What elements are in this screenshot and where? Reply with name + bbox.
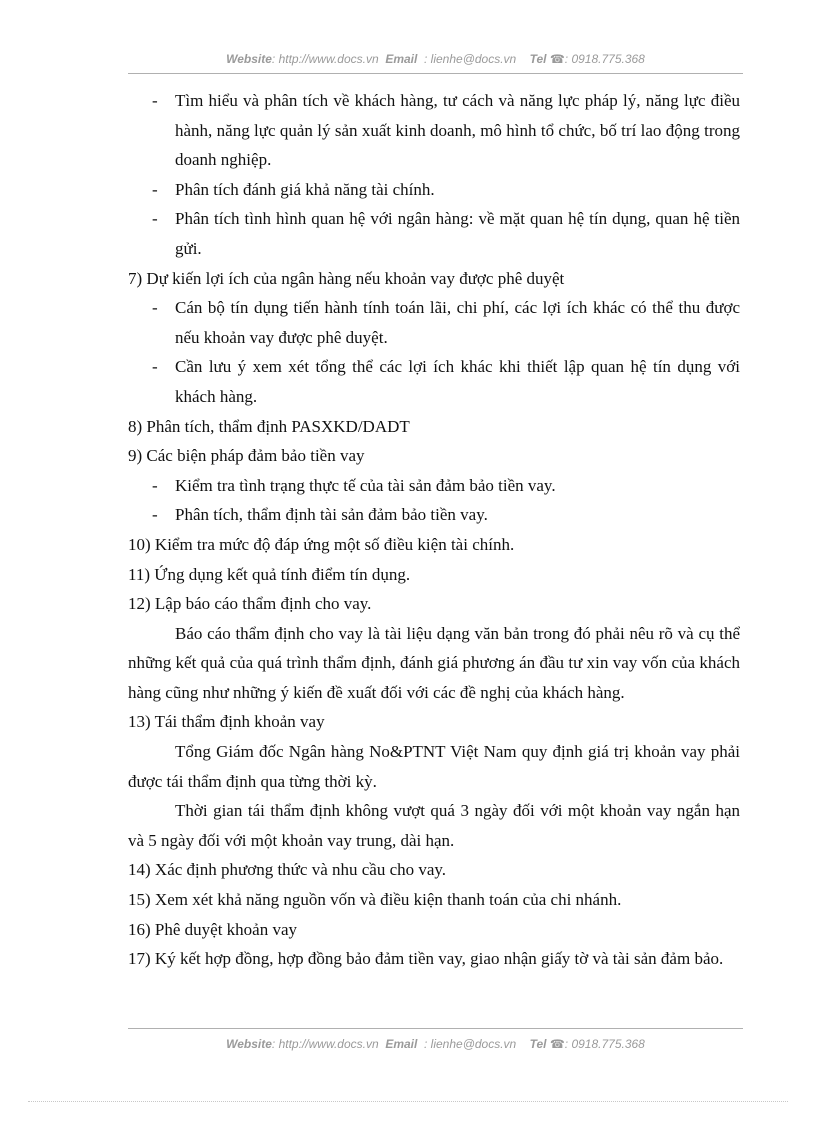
page-footer [128,1037,743,1051]
tel-value: : 0918.775.368 [564,52,645,66]
numbered-heading: 17) Ký kết hợp đồng, hợp đồng bảo đảm tiền vay, giao nhận giấy tờ và tài sản đảm bảo. [128,949,724,969]
page-edge-divider [28,1101,788,1102]
website-value: : http://www.docs.vn [271,52,379,66]
numbered-heading: 9) Các biện pháp đảm bảo tiền vay [128,446,365,466]
tel-label: Tel [529,1037,547,1051]
tel-value: : 0918.775.368 [564,1037,645,1051]
phone-icon: ☎ [549,1037,565,1051]
website-label: Website [226,1037,272,1051]
bullet-item: - Cần lưu ý xem xét tổng thể các lợi ích khác khi thiết lập quan hệ tín dụng với khách hàng. [128,352,740,411]
numbered-heading: 15) Xem xét khả năng nguồn vốn và điều kiện thanh toán của chi nhánh. [128,890,622,910]
bullet-item: - Phân tích, thẩm định tài sản đảm bảo tiền vay. [128,500,740,530]
page-header [128,52,743,66]
bullet-item: - Phân tích tình hình quan hệ với ngân hàng: về mặt quan hệ tín dụng, quan hệ tiền gửi. [128,204,740,263]
email-value: : lienhe@docs.vn [424,1037,517,1051]
bullet-item: - Cán bộ tín dụng tiến hành tính toán lãi, chi phí, các lợi ích khác có thể thu được nếu khoản vay được phê duyệt. [128,293,740,352]
bullet-item: - Tìm hiểu và phân tích về khách hàng, tư cách và năng lực pháp lý, năng lực điều hành, năng lực quản lý sản xuất kinh doanh, mô hình tổ chức, bố trí lao động trong doanh nghiệp. [128,86,740,175]
bullet-item: - Phân tích đánh giá khả năng tài chính. [128,175,740,205]
website-label: Website [226,52,272,66]
numbered-heading: 16) Phê duyệt khoản vay [128,919,298,939]
email-value: : lienhe@docs.vn [424,52,517,66]
tel-label: Tel [529,52,547,66]
body-paragraph: Báo cáo thẩm định cho vay là tài liệu dạng văn bản trong đó phải nêu rõ và cụ thể những kết quả của quá trình thẩm định, đánh giá phương án đầu tư xin vay vốn của khách hàng cũng như những ý kiến đề xuất đối với các đề nghị của khách hàng. [128,623,740,702]
footer-rule [128,1028,743,1029]
numbered-heading: 14) Xác định phương thức và nhu cầu cho vay. [128,860,447,880]
numbered-heading: 7) Dự kiến lợi ích của ngân hàng nếu khoản vay được phê duyệt [128,268,565,288]
phone-icon: ☎ [549,52,565,66]
numbered-heading: 13) Tái thẩm định khoản vay [128,712,325,732]
body-paragraph: Thời gian tái thẩm định không vượt quá 3 ngày đối với một khoản vay ngắn hạn và 5 ngày đối với một khoản vay trung, dài hạn. [128,801,740,850]
numbered-heading: 12) Lập báo cáo thẩm định cho vay. [128,594,372,614]
email-label: Email [385,52,418,66]
website-value: : http://www.docs.vn [271,1037,379,1051]
body-paragraph: Tổng Giám đốc Ngân hàng No&PTNT Việt Nam quy định giá trị khoản vay phải được tái thẩm định qua từng thời kỳ. [128,742,740,791]
header-rule [128,73,743,74]
numbered-heading: 10) Kiểm tra mức độ đáp ứng một số điều kiện tài chính. [128,534,515,554]
bullet-item: - Kiểm tra tình trạng thực tế của tài sản đảm bảo tiền vay. [128,471,740,501]
document-body [128,86,740,974]
numbered-heading: 11) Ứng dụng kết quả tính điểm tín dụng. [128,564,411,584]
numbered-heading: 8) Phân tích, thẩm định PASXKD/DADT [128,416,410,436]
email-label: Email [385,1037,418,1051]
